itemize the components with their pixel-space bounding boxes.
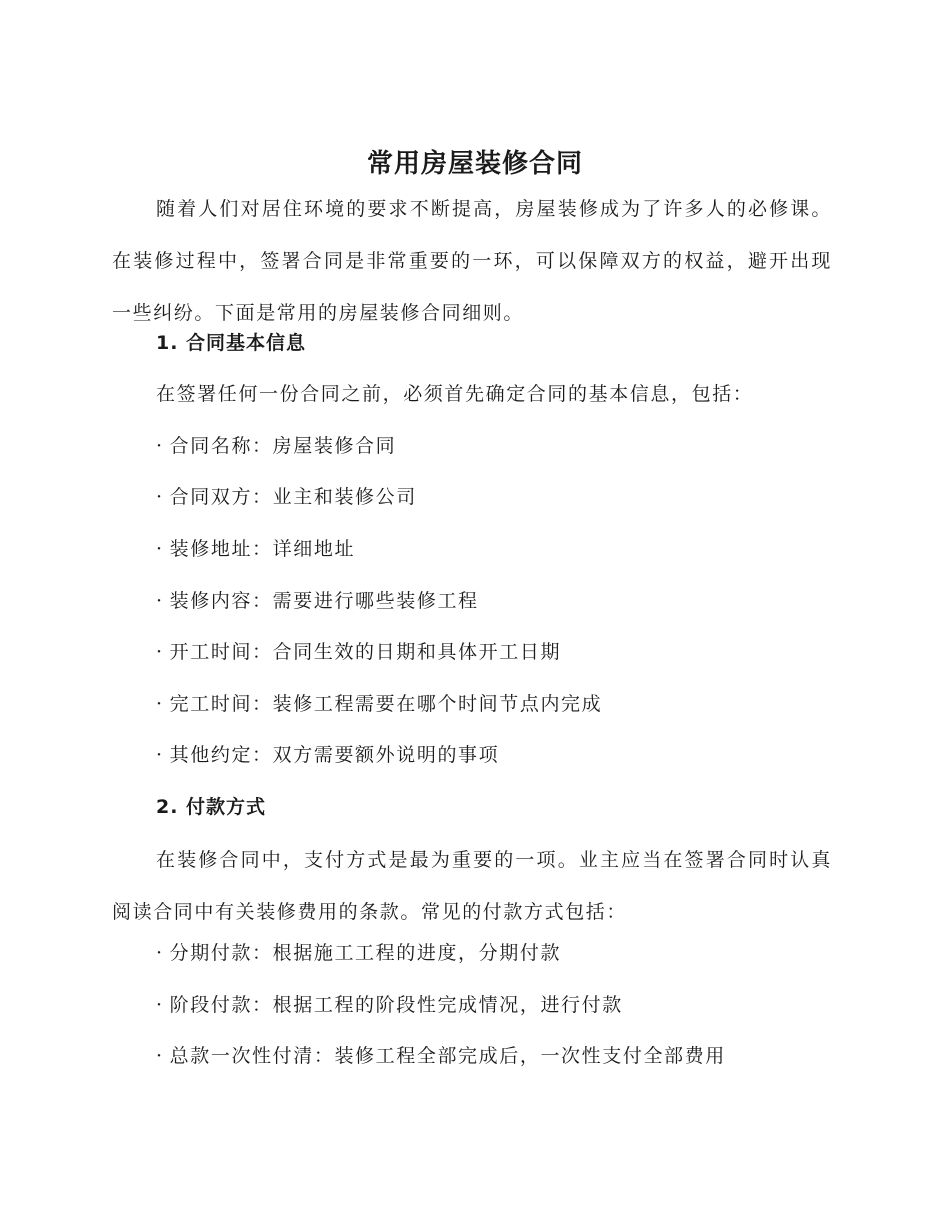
section-heading-basic-info: 1. 合同基本信息: [156, 332, 307, 354]
section-lead-basic-info: 在签署任何一份合同之前，必须首先确定合同的基本信息，包括：: [156, 383, 754, 405]
list-item-text: 总款一次性付清：装修工程全部完成后，一次性支付全部费用: [169, 1045, 726, 1067]
bullet-icon: ·: [156, 693, 164, 715]
list-item: [156, 1041, 726, 1071]
list-item-text: 分期付款：根据施工工程的进度，分期付款: [169, 942, 562, 964]
list-item-text: 开工时间：合同生效的日期和具体开工日期: [169, 641, 562, 663]
list-item: [156, 482, 417, 512]
list-item-text: 其他约定：双方需要额外说明的事项: [169, 744, 500, 766]
list-item: [156, 586, 479, 616]
bullet-icon: ·: [156, 538, 164, 560]
list-item: [156, 740, 499, 770]
list-item: [156, 990, 623, 1020]
list-item-text: 阶段付款：根据工程的阶段性完成情况，进行付款: [169, 994, 623, 1016]
section-lead-payment: 在装修合同中，支付方式是最为重要的一项。业主应当在签署合同时认真阅读合同中有关装修费用的条款。常见的付款方式包括：: [112, 849, 832, 923]
list-item-text: 装修内容：需要进行哪些装修工程: [169, 590, 479, 612]
document-title: 常用房屋装修合同: [366, 149, 583, 179]
list-item-text: 合同名称：房屋装修合同: [169, 435, 397, 457]
bullet-icon: ·: [156, 641, 164, 663]
list-item-text: 完工时间：装修工程需要在哪个时间节点内完成: [169, 693, 603, 715]
bullet-icon: ·: [156, 994, 164, 1016]
list-item-text: 合同双方：业主和装修公司: [169, 486, 417, 508]
bullet-icon: ·: [156, 1045, 164, 1067]
list-item: [156, 534, 355, 564]
bullet-icon: ·: [156, 590, 164, 612]
list-item-text: 装修地址：详细地址: [169, 538, 356, 560]
bullet-icon: ·: [156, 486, 164, 508]
bullet-icon: ·: [156, 942, 164, 964]
list-item: [156, 938, 561, 968]
bullet-icon: ·: [156, 435, 164, 457]
bullet-icon: ·: [156, 744, 164, 766]
list-item: [156, 689, 602, 719]
section-heading-payment: 2. 付款方式: [156, 796, 267, 818]
list-item: [156, 431, 396, 461]
list-item: [156, 637, 561, 667]
intro-paragraph: 随着人们对居住环境的要求不断提高，房屋装修成为了许多人的必修课。在装修过程中，签署合同是非常重要的一环，可以保障双方的权益，避开出现一些纠纷。下面是常用的房屋装修合同细则。: [112, 198, 832, 324]
